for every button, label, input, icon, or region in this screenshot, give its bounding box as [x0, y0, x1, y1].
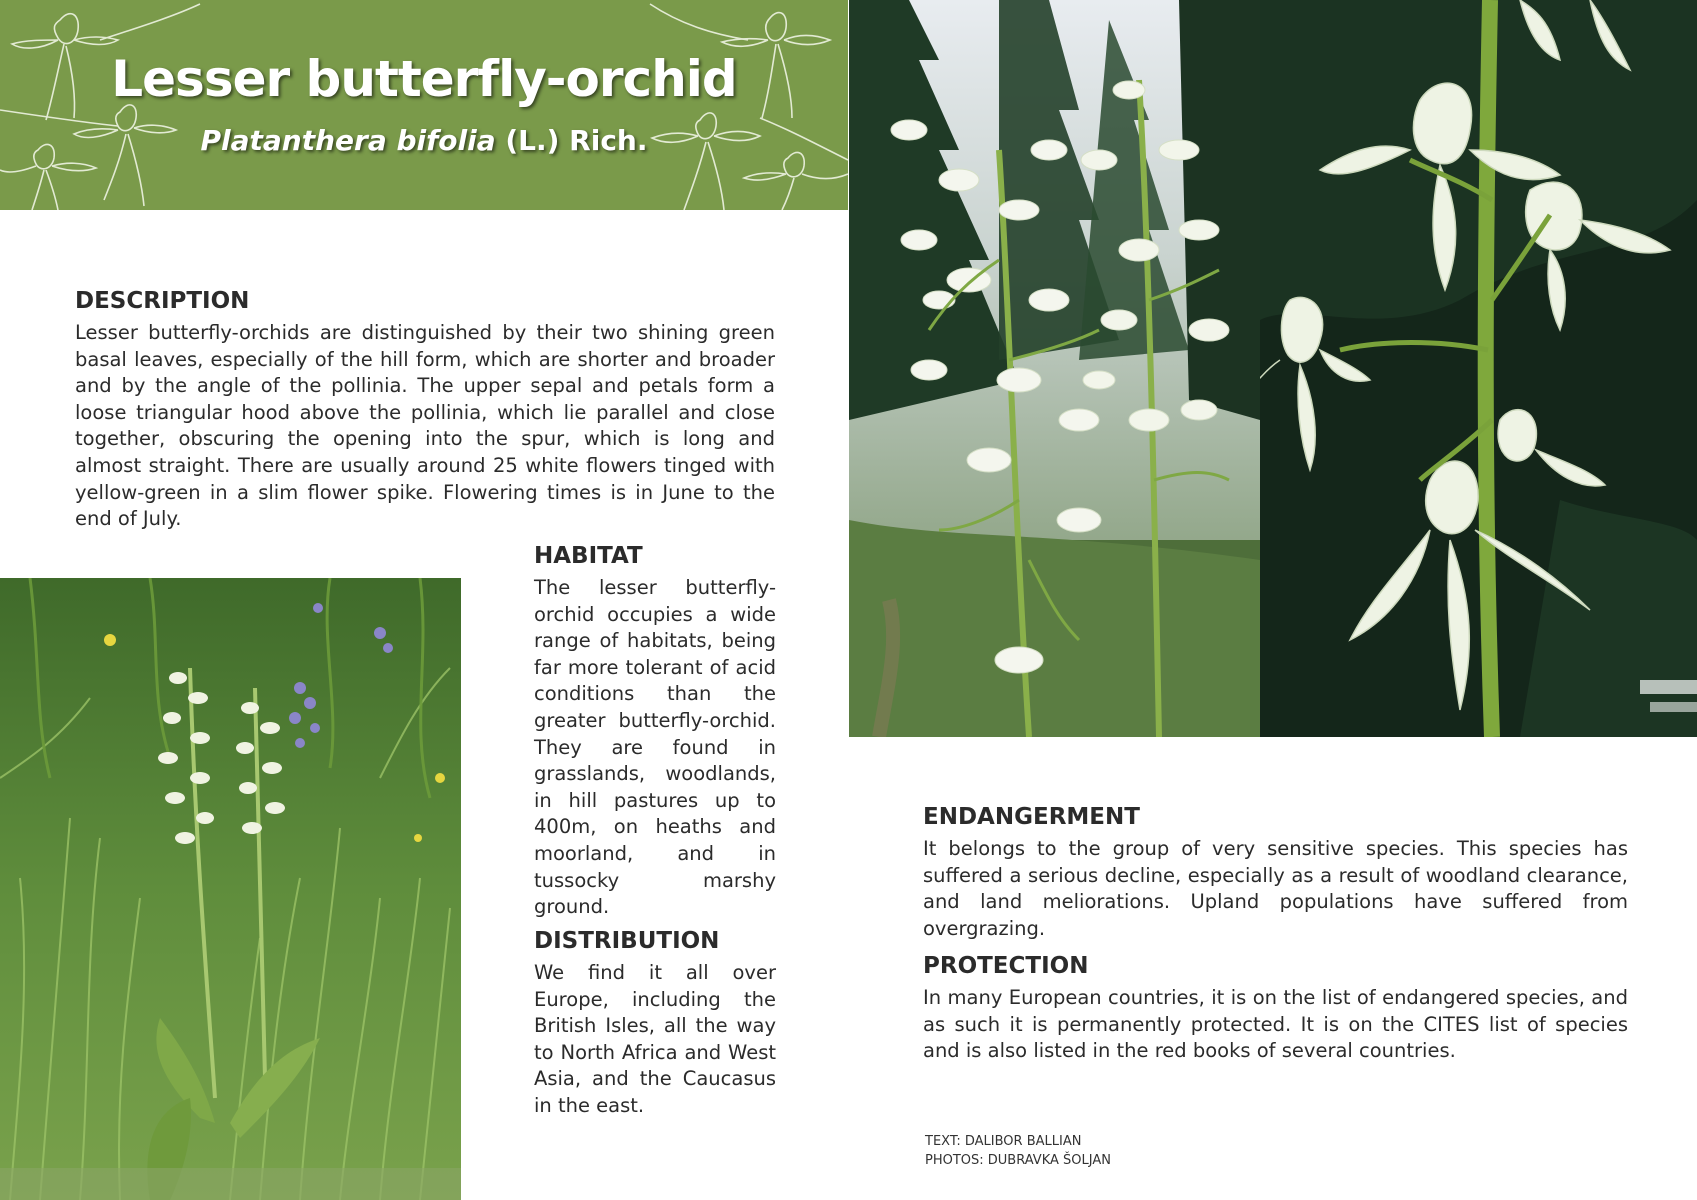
- endangerment-text: It belongs to the group of very sensitive species. This species has suffered a serious decline, especially as a result of woodland clearance, and land meliorations. Upland populations have suffered from overgrazing.: [923, 837, 1628, 940]
- description-heading: DESCRIPTION: [75, 288, 250, 314]
- protection-text: In many European countries, it is on the list of endangered species, and as such it is permanently protected. It is on the CITES list of species and is also listed in the red books of several countries.: [923, 986, 1628, 1063]
- photo-flower-closeup: [1260, 0, 1697, 737]
- distribution-text: We find it all over Europe, including the British Isles, all the way to North Africa and West Asia, and the Caucasus in the east.: [534, 961, 776, 1117]
- credit-text-author: TEXT: DALIBOR BALLIAN: [925, 1134, 1082, 1149]
- section-distribution: [534, 928, 776, 1120]
- photo-meadow-habitat: [0, 578, 461, 1200]
- habitat-heading: HABITAT: [534, 543, 643, 569]
- section-endangerment: [923, 804, 1628, 942]
- credits: [925, 1132, 1325, 1170]
- scientific-author: (L.) Rich.: [495, 124, 648, 157]
- credit-photos-author: PHOTOS: DUBRAVKA ŠOLJAN: [925, 1153, 1111, 1168]
- section-protection: [923, 953, 1628, 1065]
- protection-heading: PROTECTION: [923, 953, 1089, 979]
- endangerment-heading: ENDANGERMENT: [923, 804, 1140, 830]
- photo-flower-spikes: [849, 0, 1260, 737]
- section-description: [75, 288, 775, 533]
- distribution-heading: DISTRIBUTION: [534, 928, 720, 954]
- scientific-name: Platanthera bifolia: [200, 124, 496, 157]
- page-subtitle: [0, 124, 848, 157]
- description-text: Lesser butterfly-orchids are distinguished by their two shining green basal leaves, especially of the hill form, which are shorter and broader and by the angle of the pollinia. The upper sepal and petals form a loose triangular hood above the pollinia, which lie parallel and close together, obscuring the opening into the spur, which is long and almost straight. There are usually around 25 white flowers tinged with yellow-green in a slim flower spike. Flowering times is in June to the end of July.: [75, 321, 775, 531]
- habitat-text: The lesser butterfly-orchid occupies a wide range of habitats, being far more tolerant of acid conditions than the greater butterfly-orchid. They are found in grasslands, woodlands, in hill pastures up to 400m, on heaths and moorland, and in tussocky marshy ground.: [534, 576, 776, 919]
- section-habitat: [534, 543, 776, 921]
- header-banner: [0, 0, 848, 210]
- page-title: Lesser butterfly-orchid: [111, 50, 737, 108]
